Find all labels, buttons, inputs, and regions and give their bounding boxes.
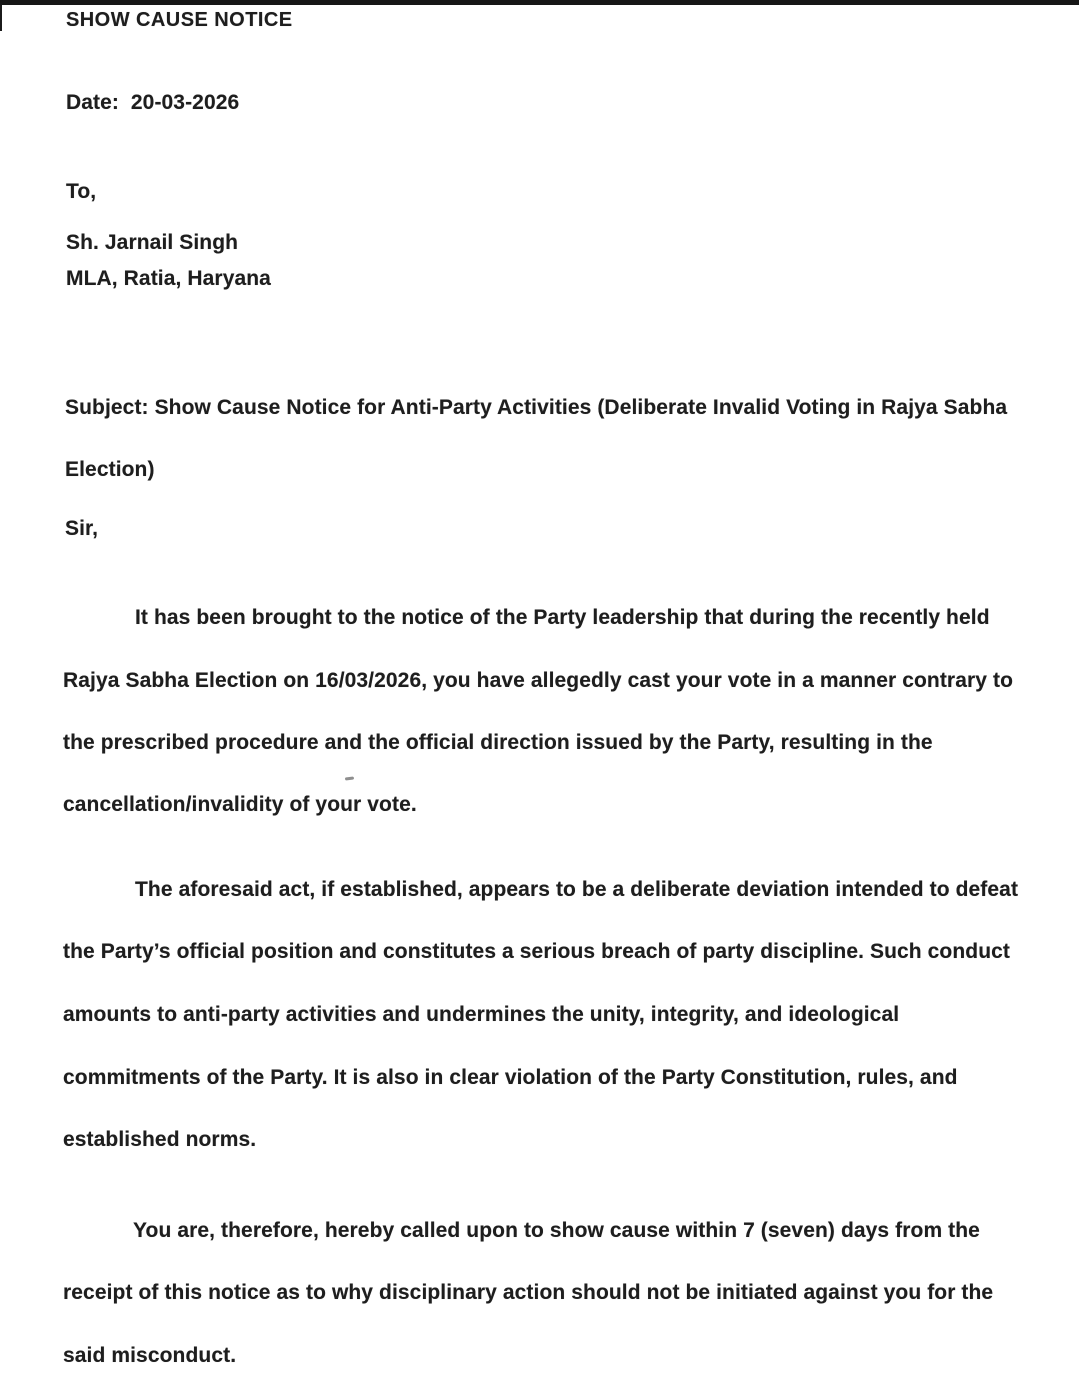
- paragraph-3-line-2: receipt of this notice as to why disciplinary action should not be initiated against you for the: [63, 1281, 994, 1304]
- paragraph-2-line-4: commitments of the Party. It is also in clear violation of the Party Constitution, rules, and: [63, 1066, 958, 1089]
- paragraph-1-line-2: Rajya Sabha Election on 16/03/2026, you have allegedly cast your vote in a manner contrary to: [63, 669, 1013, 692]
- to-line: To,: [66, 180, 97, 203]
- paragraph-1-line-3: the prescribed procedure and the official direction issued by the Party, resulting in the: [63, 731, 933, 754]
- paragraph-2-line-2: the Party’s official position and constitutes a serious breach of party discipline. Such conduct: [63, 940, 1011, 963]
- paragraph-1-line-1: It has been brought to the notice of the Party leadership that during the recently held: [135, 606, 990, 629]
- recipient-designation: MLA, Ratia, Haryana: [66, 267, 271, 290]
- date-line: Date: 20-03-2026: [66, 91, 240, 114]
- subject-line-1: Subject: Show Cause Notice for Anti-Party Activities (Deliberate Invalid Voting in Rajya Sabha: [65, 396, 1008, 419]
- paragraph-3-line-3: said misconduct.: [63, 1344, 237, 1367]
- paragraph-2-line-3: amounts to anti-party activities and undermines the unity, integrity, and ideological: [63, 1003, 900, 1026]
- recipient-name: Sh. Jarnail Singh: [66, 231, 239, 254]
- scan-artifact-speck: [345, 776, 354, 780]
- subject-line-2: Election): [65, 458, 155, 481]
- paragraph-3-line-1: You are, therefore, hereby called upon to show cause within 7 (seven) days from the: [133, 1219, 980, 1242]
- paragraph-2-line-5: established norms.: [63, 1128, 257, 1151]
- paragraph-2-line-1: The aforesaid act, if established, appears to be a deliberate deviation intended to defeat: [135, 878, 1019, 901]
- letter-title: SHOW CAUSE NOTICE: [66, 9, 293, 31]
- paragraph-1-line-4: cancellation/invalidity of your vote.: [63, 793, 417, 816]
- salutation: Sir,: [65, 517, 99, 540]
